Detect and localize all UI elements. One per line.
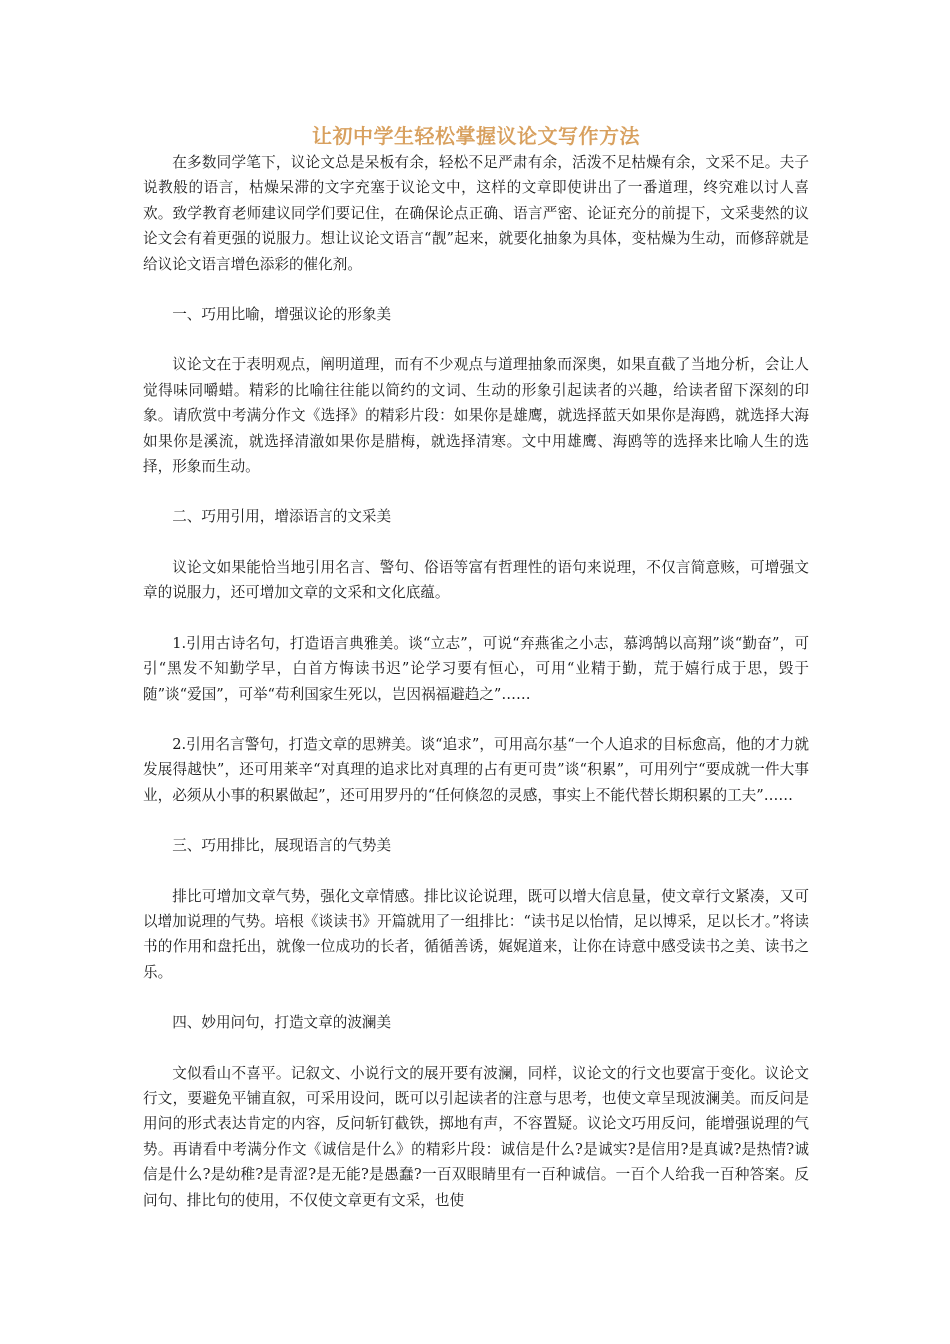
spacer	[143, 277, 809, 302]
spacer	[143, 530, 809, 555]
spacer	[143, 479, 809, 504]
section2-body: 议论文如果能恰当地引用名言、警句、俗语等富有哲理性的语句来说理，不仅言简意赅，可增强文章的说服力，还可增加文章的文采和文化底蕴。	[143, 558, 809, 602]
spacer	[143, 1036, 809, 1061]
spacer	[143, 606, 809, 631]
section1-body: 议论文在于表明观点，阐明道理，而有不少观点与道理抽象而深奥，如果直截了当地分析，会让人觉得味同嚼蜡。精彩的比喻往往能以简约的文词、生动的形象引起读者的兴趣，给读者留下深刻的印象。请欣赏中考满分作文《选择》的精彩片段：如果你是雄鹰，就选择蓝天如果你是海鸥，就选择大海如果你是溪流，就选择清澈如果你是腊梅，就选择清寒。文中用雄鹰、海鸥等的选择来比喻人生的选择，形象而生动。	[143, 356, 809, 476]
section2-item1: 1.引用古诗名句，打造语言典雅美。谈“立志”，可说“弃燕雀之小志，慕鸿鹄以高翔”谈“勤奋”，可引“黑发不知勤学早，白首方悔读书迟”论学习要有恒心，可用“业精于勤，荒于嬉行成于思，毁于随”谈“爱国”，可举“苟利国家生死以，岂因祸福避趋之”……	[143, 634, 809, 703]
section3-heading: 三、巧用排比，展现语言的气势美	[172, 837, 392, 855]
document-title: 让初中学生轻松掌握议论文写作方法	[312, 124, 640, 148]
spacer	[143, 985, 809, 1010]
document-page	[143, 122, 809, 1213]
section2-item2: 2.引用名言警句，打造文章的思辨美。谈“追求”，可用高尔基“一个人追求的目标愈高，他的才力就发展得越快”，还可用莱辛“对真理的追求比对真理的占有更可贵”谈“积累”，可用列宁“要成就一件大事业，必须从小事的积累做起”，还可用罗丹的“任何倏忽的灵感，事实上不能代替长期积累的工夫”……	[143, 735, 809, 804]
section2-heading: 二、巧用引用，增添语言的文采美	[172, 508, 392, 526]
section4-heading: 四、妙用问句，打造文章的波澜美	[172, 1014, 392, 1032]
spacer	[143, 808, 809, 833]
section1-heading: 一、巧用比喻，增强议论的形象美	[172, 306, 392, 324]
spacer	[143, 859, 809, 884]
spacer	[143, 327, 809, 352]
section3-body: 排比可增加文章气势，强化文章情感。排比议论说理，既可以增大信息量，使文章行文紧凑，又可以增加说理的气势。培根《谈读书》开篇就用了一组排比：“读书足以怡情，足以博采，足以长才。”将读书的作用和盘托出，就像一位成功的长者，循循善诱，娓娓道来，让你在诗意中感受读书之美、读书之乐。	[143, 887, 809, 981]
section4-body: 文似看山不喜平。记叙文、小说行文的展开要有波澜，同样，议论文的行文也要富于变化。议论文行文，要避免平铺直叙，可采用设问，既可以引起读者的注意与思考，也使文章呈现波澜美。而反问是用问的形式表达肯定的内容，反问斩钉截铁，掷地有声，不容置疑。议论文巧用反问，能增强说理的气势。再请看中考满分作文《诚信是什么》的精彩片段：诚信是什么?是诚实?是信用?是真诚?是热情?诚信是什么?是幼稚?是青涩?是无能?是愚蠢?一百双眼睛里有一百种诚信。一百个人给我一百种答案。反问句、排比句的使用，不仅使文章更有文采，也使	[143, 1064, 809, 1209]
spacer	[143, 707, 809, 732]
intro-paragraph: 在多数同学笔下，议论文总是呆板有余，轻松不足严肃有余，活泼不足枯燥有余，文采不足。夫子说教般的语言，枯燥呆滞的文字充塞于议论文中，这样的文章即使讲出了一番道理，终究难以讨人喜欢。致学教育老师建议同学们要记住，在确保论点正确、语言严密、论证充分的前提下，文采斐然的议论文会有着更强的说服力。想让议论文语言“靓”起来，就要化抽象为具体，变枯燥为生动，而修辞就是给议论文语言增色添彩的催化剂。	[143, 154, 809, 273]
